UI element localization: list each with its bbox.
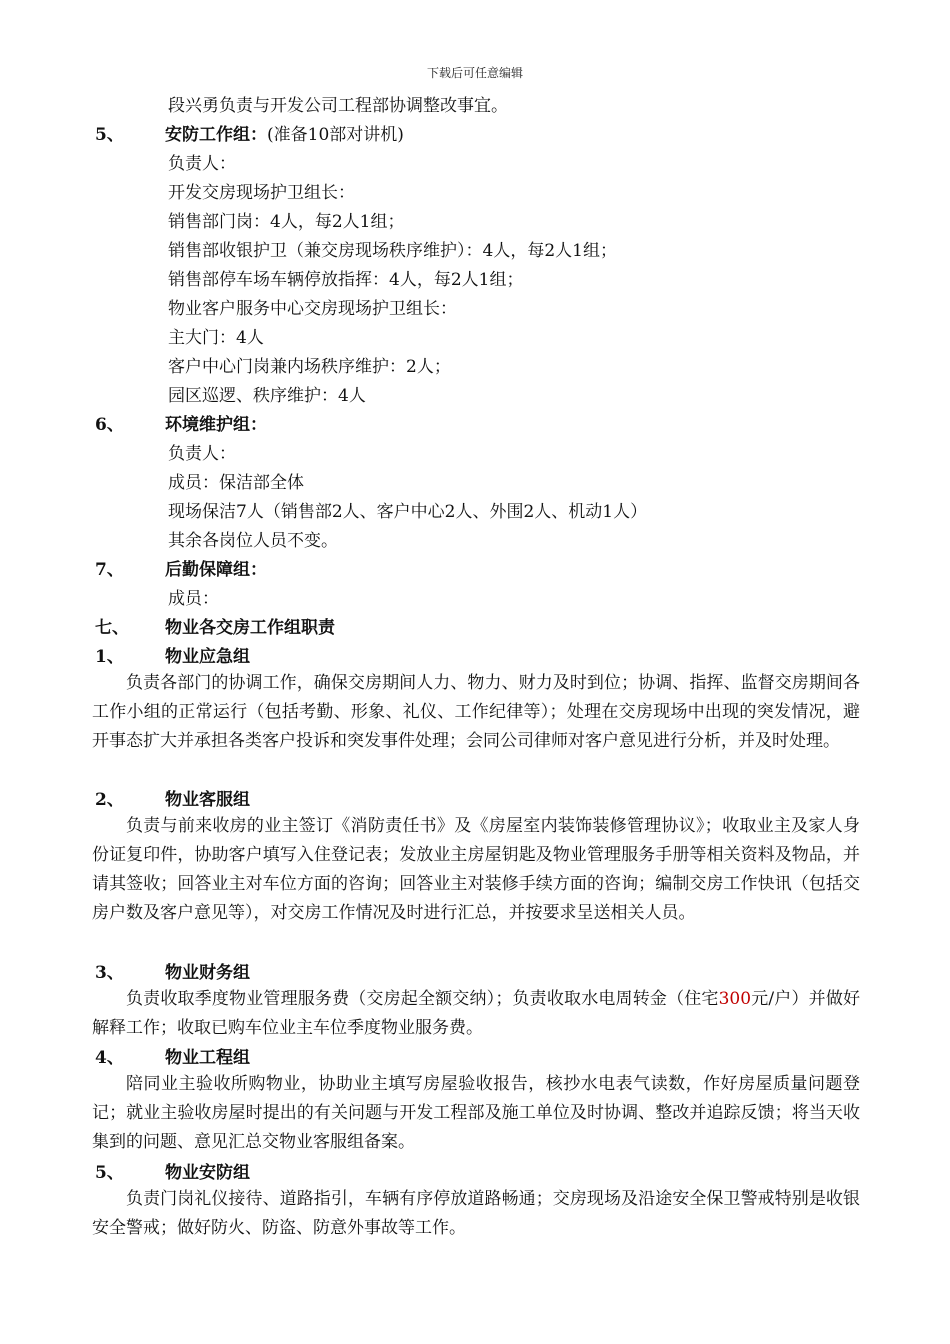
group-6-item: 成员：保洁部全体 [168,473,304,493]
group-5-number: 5、 [95,125,124,145]
duty-3-number: 3、 [95,963,124,983]
duty-5-title: 物业安防组 [165,1163,250,1183]
group-6-item: 负责人： [168,444,236,464]
group-5-item: 销售部门岗：4人，每2人1组； [168,212,405,232]
duty-4-number: 4、 [95,1048,124,1068]
duty-4-text: 陪同业主验收所购物业，协助业主填写房屋验收报告，核抄水电表气读数，作好房屋质量问题登记；就业主验收房屋时提出的有关问题与开发工程部及施工单位及时协调、整改并追踪反馈；将当天收集到的问题、意见汇总交物业客服组备案。 [92,1074,860,1152]
duty-5-text: 负责门岗礼仪接待、道路指引，车辆有序停放道路畅通；交房现场及沿途安全保卫警戒特别是收银安全警戒；做好防火、防盗、防意外事故等工作。 [92,1189,860,1238]
group-5-note: (准备10部对讲机) [267,125,404,145]
group-6-number: 6、 [95,415,124,435]
group-5-item: 园区巡逻、秩序维护：4人 [168,386,366,406]
duty-5-number: 5、 [95,1163,124,1183]
duty-3-text-b: 元/户）并做好解释工作；收取已购车位业主车位季度物业服务费。 [92,989,860,1038]
group-6-title: 环境维护组： [165,415,267,435]
group-7-item: 成员： [168,589,219,609]
group-5-item: 销售部收银护卫（兼交房现场秩序维护）：4人，每2人1组； [168,241,617,261]
group-5-item: 负责人： [168,154,236,174]
duty-4-title: 物业工程组 [165,1048,250,1068]
group-7-title: 后勤保障组： [165,560,267,580]
group-7-number: 7、 [95,560,124,580]
page-header: 下载后可任意编辑 [426,66,523,80]
intro-line: 段兴勇负责与开发公司工程部协调整改事宜。 [168,96,508,116]
duty-1-text: 负责各部门的协调工作，确保交房期间人力、物力、财力及时到位；协调、指挥、监督交房期间各工作小组的正常运行（包括考勤、形象、礼仪、工作纪律等）；处理在交房现场中出现的突发情况，避开事态扩大并承担各类客户投诉和突发事件处理；会同公司律师对客户意见进行分析，并及时处理。 [92,673,860,751]
duty-2-title: 物业客服组 [165,790,250,810]
group-5-title [165,124,404,146]
duty-3-amount: 300 [718,989,752,1009]
section-7-title: 物业各交房工作组职责 [165,618,335,638]
group-5-title-text: 安防工作组： [165,125,267,145]
duty-1-title: 物业应急组 [165,647,250,667]
duty-3-title: 物业财务组 [165,963,250,983]
group-6-item: 其余各岗位人员不变。 [168,531,338,551]
group-5-item: 客户中心门岗兼内场秩序维护：2人； [168,357,451,377]
group-5-item: 开发交房现场护卫组长： [168,183,355,203]
group-5-item: 物业客户服务中心交房现场护卫组长： [168,299,457,319]
duty-2-text: 负责与前来收房的业主签订《消防责任书》及《房屋室内装饰装修管理协议》；收取业主及家人身份证复印件，协助客户填写入住登记表；发放业主房屋钥匙及物业管理服务手册等相关资料及物品，并请其签收；回答业主对车位方面的咨询；回答业主对装修手续方面的咨询；编制交房工作快讯（包括交房户数及客户意见等），对交房工作情况及时进行汇总，并按要求呈送相关人员。 [92,816,860,923]
group-5-item: 销售部停车场车辆停放指挥：4人，每2人1组； [168,270,524,290]
section-7-number: 七、 [95,618,129,638]
group-6-item: 现场保洁7人（销售部2人、客户中心2人、外围2人、机动1人） [168,502,648,522]
duty-3-text-a: 负责收取季度物业管理服务费（交房起全额交纳）；负责收取水电周转金（住宅 [126,989,719,1009]
duty-3-text [92,985,860,1043]
duty-2-number: 2、 [95,790,124,810]
group-5-item: 主大门：4人 [168,328,264,348]
duty-1-number: 1、 [95,647,124,667]
